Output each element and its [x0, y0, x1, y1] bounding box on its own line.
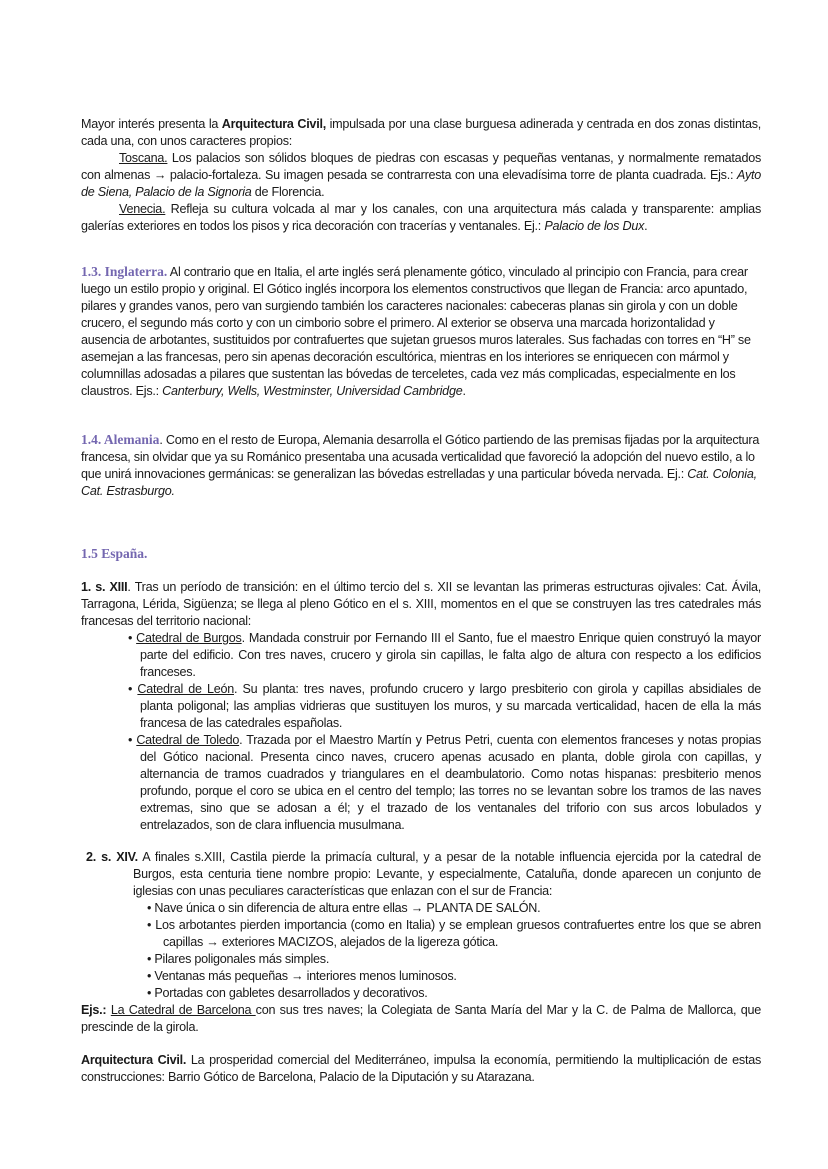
- section-heading: 1.4. Alemania: [81, 432, 160, 447]
- list-item: • Pilares poligonales más simples.: [147, 952, 330, 966]
- venecia-paragraph: Venecia. Refleja su cultura volcada al mar y los canales, con una arquitectura más calada y transparente: amplias galerías exteriores en todos los pisos y rica decoración con tracerías y ventanales. Ej.: Palacio de los Dux.: [81, 202, 761, 233]
- alemania-section: 1.4. Alemania. Como en el resto de Europa, Alemania desarrolla el Gótico partiendo de las premisas fijadas por la arquitectura francesa, sin olvidar que ya su Románico presentaba una acusada verticalidad que favoreció la adopción del nuevo estilo, a lo que unirá innovaciones germánicas: se generalizan las bóvedas estrelladas y una particular bóveda nervada. Ej.: Cat. Colonia, Cat. Estrasburgo.: [81, 432, 760, 498]
- espana-s14: [81, 849, 761, 1036]
- toscana-paragraph: Toscana. Los palacios son sólidos bloques de piedras con escasas y pequeñas ventanas, y normalmente rematados con almenas → palacio-fortaleza. Su imagen pesada se contrarresta con una elevadísima torre de planta cuadrada. Ejs.: Ayto de Siena, Palacio de la Signoria de Florencia.: [81, 151, 761, 199]
- italia-civil-section: [81, 116, 761, 235]
- list-item: • Ventanas más pequeñas → interiores menos luminosos.: [147, 969, 457, 983]
- inglaterra-section: 1.3. Inglaterra. Al contrario que en Italia, el arte inglés será plenamente gótico, vinculado al principio con Francia, para crear luego un estilo propio y original. El Gótico inglés incorpora los elementos constructivos que llegan de Francia: arco apuntado, pilares y grandes vanos, pero van surgiendo también los caracteres nacionales: cabeceras planas sin girola y con un doble crucero, el segundo más corto y con un cimborio sobre el primero. Al exterior se observa una marcada horizontalidad y ausencia de arbotantes, sustituidos por contrafuertes que sujetan gruesos muros laterales. Sus fachadas con torres en “H” se asemejan a las francesas, pero sin apenas decoración escultórica, mientras en los interiores se enriquecen con mármol y columnillas adosadas a pilares que sustentan las bóvedas de terceletes, cada vez más complicadas, especialmente en los claustros. Ejs.: Canterbury, Wells, Westminster, Universidad Cambridge.: [81, 264, 751, 398]
- section-heading: 1.5 España.: [81, 546, 148, 561]
- features-list: [147, 900, 761, 1002]
- espana-heading-block: [81, 545, 761, 563]
- list-item: • Nave única o sin diferencia de altura entre ellas → PLANTA DE SALÓN.: [147, 901, 541, 915]
- list-item: • Catedral de Toledo. Trazada por el Maestro Martín y Petrus Petri, cuenta con elementos franceses y notas propias del Gótico nacional. Presenta cinco naves, crucero apenas acusado en planta, doble girola con capillas, y alternancia de tramos cuadrados y triangulares en el deambulatorio. Como notas hispanas: presbiterio menos profundo, porque el coro se ubica en el centro del templo; las torres no se levantan sobre los tramos de las naves extremas, sino que se adosan a él; y el trazado de los ventanales del triforio con sus arcos lobulados y entrelazados, son de clara influencia musulmana.: [128, 733, 761, 832]
- espana-s13: [81, 579, 761, 834]
- cathedral-list: [128, 630, 761, 834]
- intro-paragraph: Mayor interés presenta la Arquitectura Civil, impulsada por una clase burguesa adinerada y centrada en dos zonas distintas, cada una, con unos caracteres propios:: [81, 117, 762, 148]
- s14-intro: 2. s. XIV. A finales s.XIII, Castila pierde la primacía cultural, y a pesar de la notable influencia ejercida por la catedral de Burgos, esta centuria tiene nombre propio: Levante, y especialmente, Cataluña, donde aparecen un conjunto de iglesias con unas peculiares características que enlazan con el sur de Francia:: [86, 850, 761, 898]
- s14-examples: Ejs.: La Catedral de Barcelona con sus tres naves; la Colegiata de Santa María del Mar y la C. de Palma de Mallorca, que prescinde de la girola.: [81, 1003, 762, 1034]
- section-heading: 1.3. Inglaterra.: [81, 264, 168, 279]
- list-item: • Catedral de León. Su planta: tres naves, profundo crucero y largo presbiterio con girola y capillas absidiales de planta poligonal; las amplias vidrieras que sustituyen los muros, y su marcada verticalidad, hacen de ella la más francesa de las catedrales españolas.: [128, 682, 761, 730]
- list-item: • Los arbotantes pierden importancia (como en Italia) y se emplean gruesos contrafuertes entre los que se abren capillas → exteriores MACIZOS, alejados de la ligereza gótica.: [147, 918, 761, 949]
- s13-intro: 1. s. XIII. Tras un período de transición: en el último tercio del s. XII se levantan las primeras estructuras ojivales: Cat. Ávila, Tarragona, Lérida, Sigüenza; se llega al pleno Gótico en el s. XIII, momentos en el que se construyen las tres catedrales más francesas del territorio nacional:: [81, 580, 761, 628]
- list-item: • Portadas con gabletes desarrollados y decorativos.: [147, 986, 428, 1000]
- espana-civil: Arquitectura Civil. La prosperidad comercial del Mediterráneo, impulsa la economía, permitiendo la multiplicación de estas construcciones: Barrio Gótico de Barcelona, Palacio de la Diputación y su Atarazana.: [81, 1053, 761, 1084]
- list-item: • Catedral de Burgos. Mandada construir por Fernando III el Santo, fue el maestro Enrique quien construyó la mayor parte del edificio. Con tres naves, crucero y girola sin capillas, le falta algo de altura con respecto a los edificios franceses.: [128, 631, 761, 679]
